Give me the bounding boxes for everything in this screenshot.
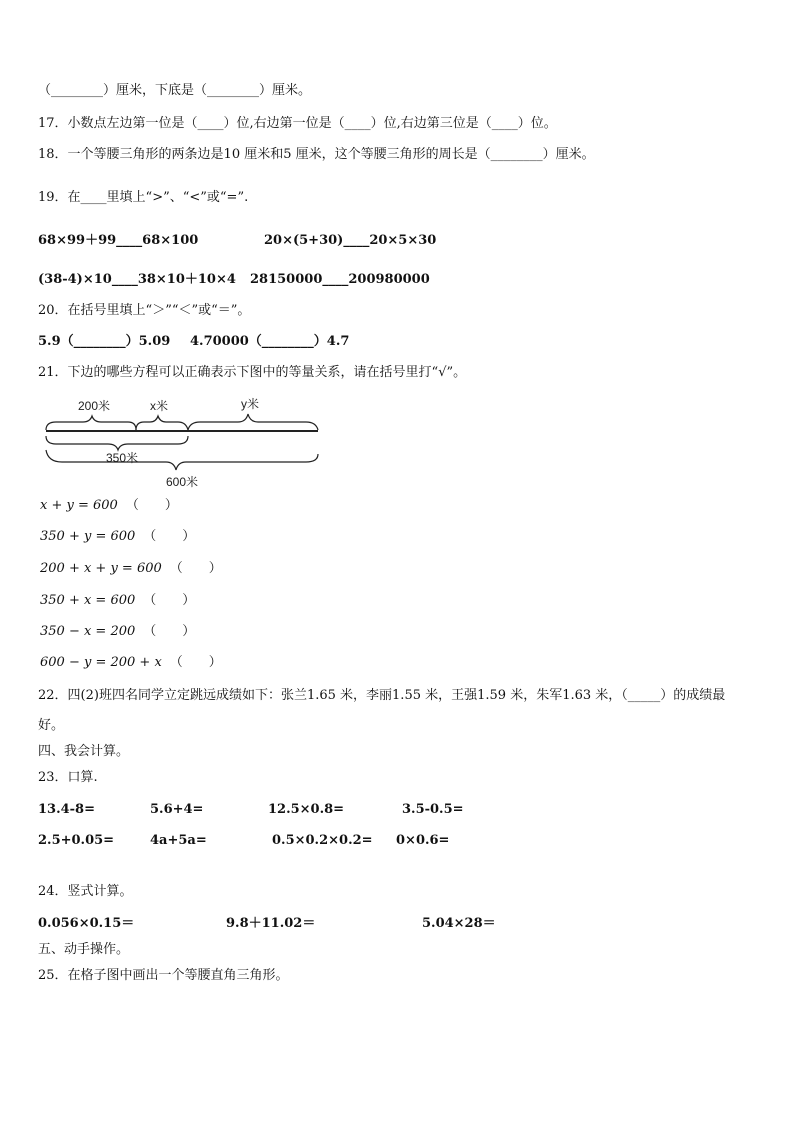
answer-paren[interactable]: （ ） (143, 593, 196, 608)
equation: 600 − y = 200 + x (40, 655, 162, 670)
brace-y (188, 414, 318, 430)
oral-problem: 2.5+0.05= (38, 833, 115, 848)
equation-row (40, 498, 178, 514)
brace-600 (46, 450, 318, 470)
q20-item: 5.9（________）5.09 (38, 334, 171, 349)
answer-paren[interactable]: （ ） (169, 655, 222, 670)
oral-problem: 4a+5a= (150, 833, 207, 848)
label-600: 600米 (166, 475, 199, 489)
equation-row (40, 593, 195, 609)
equation: x + y = 600 (40, 498, 118, 513)
vertical-problem: 0.056×0.15＝ (38, 916, 135, 931)
q22-text-cont: 好。 (38, 718, 65, 733)
brace-200 (46, 416, 136, 430)
q20-text: 20．在括号里填上“＞”“＜”或“＝”。 (38, 303, 251, 318)
answer-paren[interactable]: （ ） (125, 498, 178, 513)
oral-problem: 13.4-8= (38, 802, 95, 817)
oral-problem: 0.5×0.2×0.2= (272, 833, 373, 848)
oral-problem: 12.5×0.8= (268, 802, 345, 817)
q23-text: 23．口算. (38, 770, 98, 785)
equation: 200 + x + y = 600 (40, 561, 162, 576)
segment-diagram (38, 390, 328, 490)
answer-paren[interactable]: （ ） (169, 561, 222, 576)
equation: 350 + x = 600 (40, 593, 136, 608)
q20-item: 4.70000（________）4.7 (190, 334, 350, 349)
q19-item: 68×99＋99____68×100 (38, 233, 199, 248)
oral-problem: 5.6+4= (150, 802, 204, 817)
q24-text: 24．竖式计算。 (38, 884, 133, 899)
equation-row (40, 624, 195, 640)
q19-item: 28150000____200980000 (250, 272, 430, 287)
equation: 350 + y = 600 (40, 529, 136, 544)
label-y: y米 (241, 397, 260, 411)
oral-problem: 0×0.6= (396, 833, 450, 848)
vertical-problem: 5.04×28＝ (422, 916, 496, 931)
section-5-heading: 五、动手操作。 (38, 942, 130, 957)
oral-problem: 3.5-0.5= (402, 802, 464, 817)
q19-item: 20×(5+30)____20×5×30 (264, 233, 437, 248)
q17-text: 17．小数点左边第一位是（____）位,右边第一位是（____）位,右边第三位是（____）位。 (38, 116, 557, 131)
equation-row (40, 529, 195, 545)
equation-row (40, 655, 222, 671)
section-4-heading: 四、我会计算。 (38, 744, 130, 759)
label-x: x米 (150, 399, 169, 413)
q25-text: 25．在格子图中画出一个等腰直角三角形。 (38, 968, 289, 983)
equation-row (40, 561, 222, 577)
q19-text: 19．在____里填上“>”、“<”或“=”. (38, 190, 249, 205)
answer-paren[interactable]: （ ） (143, 529, 196, 544)
equation: 350 − x = 200 (40, 624, 136, 639)
q19-item: (38-4)×10____38×10＋10×4 (38, 272, 236, 287)
answer-paren[interactable]: （ ） (143, 624, 196, 639)
q22-text: 22．四(2)班四名同学立定跳远成绩如下：张兰1.65 米，李丽1.55 米，王强1.59 米，朱军1.63 米，（_____）的成绩最 (38, 688, 726, 703)
q21-text: 21．下边的哪些方程可以正确表示下图中的等量关系，请在括号里打“√”。 (38, 365, 467, 380)
label-350: 350米 (106, 451, 139, 465)
vertical-problem: 9.8＋11.02＝ (226, 916, 316, 931)
brace-x (136, 416, 188, 430)
q16-continuation: （________）厘米，下底是（________）厘米。 (38, 83, 312, 98)
brace-350 (46, 436, 188, 450)
q18-text: 18．一个等腰三角形的两条边是10 厘米和5 厘米，这个等腰三角形的周长是（________）厘米。 (38, 147, 595, 162)
label-200: 200米 (78, 399, 111, 413)
